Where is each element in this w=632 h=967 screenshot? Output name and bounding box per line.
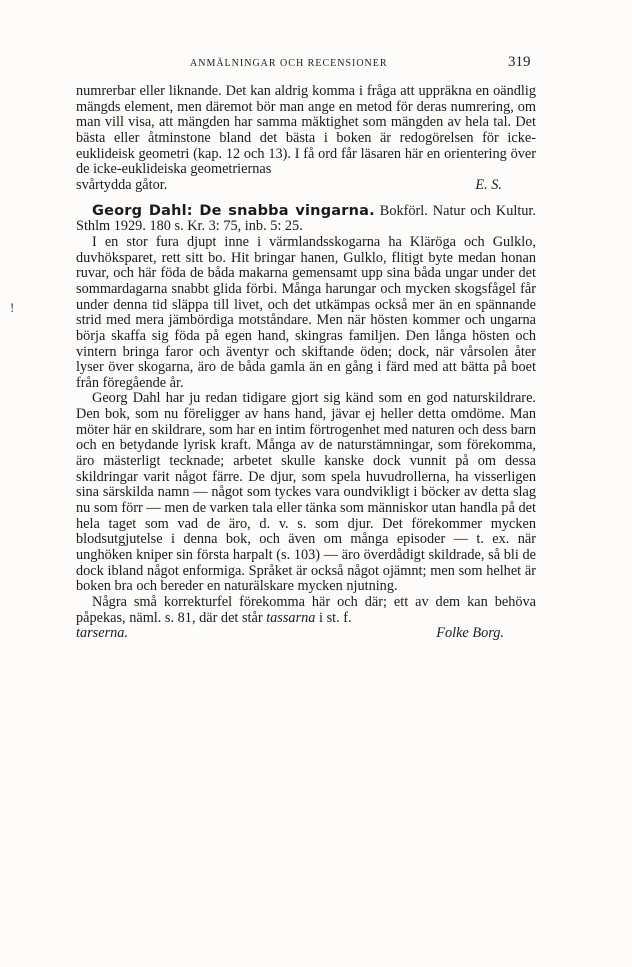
prev-review-text: numrerbar eller liknande. Det kan aldrig komma i fråga att uppräkna en oändlig mängds element, men däremot bör man ange en metod för deras numrering, om man vill visa, att mängden har samma mäktighet som mängden av hela tal. Det bästa eller åtminstone bland det bästa i boken är redogörelsen för icke-euklideisk geometri (kap. 12 och 13). I få ord får läsaren här en orientering över de icke-euklideiska geometriernas (76, 83, 536, 178)
review-signature: Folke Borg. (436, 625, 504, 642)
prev-review-last-line: svårtydda gåtor. (76, 176, 168, 193)
review-paragraph-3-italic: tassarna (266, 609, 316, 626)
review-closing (76, 626, 536, 642)
body-text (76, 84, 536, 642)
prev-review-closing (76, 178, 536, 194)
review-heading (76, 204, 536, 235)
review-paragraph-2: Georg Dahl har ju redan tidigare gjort sig känd som en god naturskildrare. Den bok, som nu föreligger av hans hand, jävar ej heller detta omdöme. Man möter här en skildrare, som har en intim förtrogenhet med naturen och dess barn och en betydande lyrisk kraft. Många av de naturstämningar, som förekomma, äro mästerligt tecknade; arbetet skulle kanske dock vunnit på om dessa skildringar varit något färre. De djur, som spela huvudrollerna, ha visserligen sina särskilda namn — något som tyckes vara oundvikligt i böcker av detta slag nu som förr — men de varken tala eller tänka som människor utan handla på det hela taget som vad de äro, d. v. s. som djur. Det förekommer mycken blodsutgjutelse i denna bok, och även om många episoder — t. ex. när unghöken kniper sin första harpalt (s. 103) — äro överdådigt skildrade, så bli de dock ibland något enformiga. Språket är också något ojämnt; men som helhet är boken bra och bereder en naturälskare mycken njutning. (76, 390, 536, 595)
page-number: 319 (508, 54, 531, 70)
review-publication: Bokförl. Natur och Kultur. Sthlm 1929. 180 s. Kr. 3: 75, inb. 5: 25. (76, 202, 536, 235)
running-header: ANMÄLNINGAR OCH RECENSIONER (190, 58, 388, 69)
review-closing-italic: tarserna. (76, 625, 129, 642)
prev-review-signature: E. S. (475, 176, 502, 193)
margin-mark: ! (10, 300, 15, 315)
review-paragraph-3 (76, 595, 536, 626)
review-title: Georg Dahl: De snabba vingarna. (92, 202, 375, 219)
review-paragraph-3-text: Några små korrekturfel förekomma här och där; ett av dem kan behöva påpekas, näml. s. 81, där det står (76, 594, 536, 626)
review-paragraph-1: I en stor fura djupt inne i värmlandsskogarna ha Kläröga och Gulklo, duvhöksparet, rett sitt bo. Hit bringar hanen, Gulklo, flitigt byte medan honan ruvar, och här föda de båda makarna gemensamt upp sina båda ungar under det sommardagarna snabbt glida förbi. Många harungar och mycken skogsfågel får under denna tid släppa till livet, och det utkämpas också mer än en spännande strid med mera jämbördiga motståndare. Men när hösten kommer och ungarna börja skaffa sig föda på egen hand, skingras familjen. Den långa hösten och vintern bringa faror och äventyr och skiftande öden; dock, när vårsolen åter lyser över skogarna, äro de båda gamla än en gång i färd med att bätta på boet från föregående år. (76, 233, 536, 391)
review-paragraph-3-tail: i st. f. (319, 609, 352, 626)
